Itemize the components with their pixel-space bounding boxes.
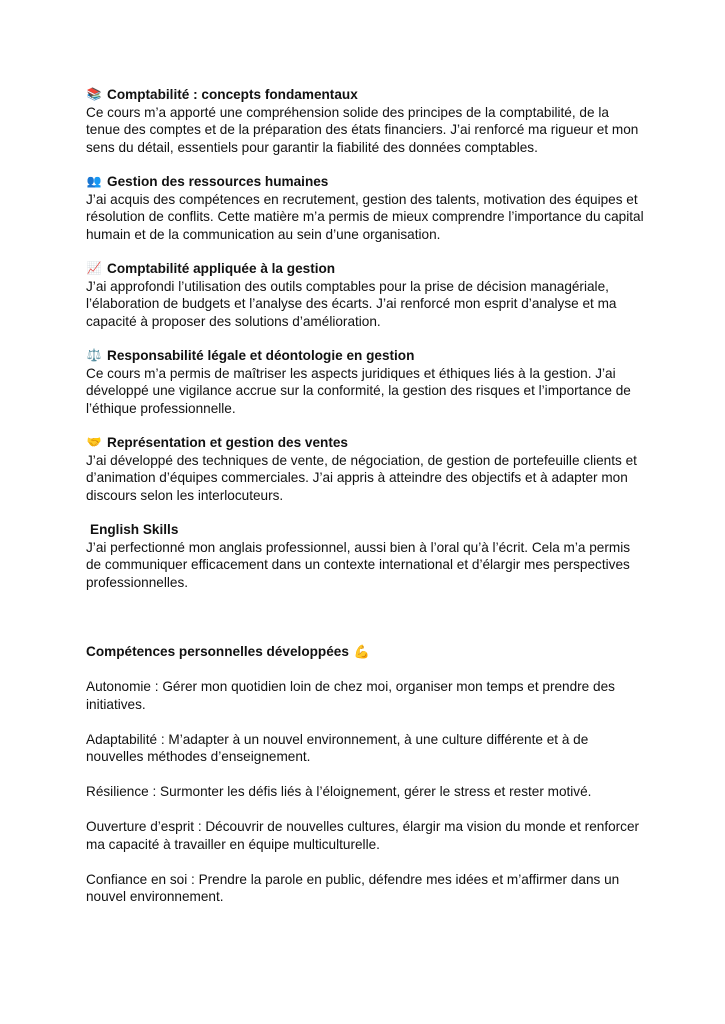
course-block-human-resources [86, 173, 646, 243]
skill-item-resilience: Résilience : Surmonter les défis liés à l’éloignement, gérer le stress et rester motivé. [86, 784, 592, 799]
course-description: J’ai approfondi l’utilisation des outils comptables pour la prise de décision managériale, l’élaboration de budgets et l’analyse des écarts. J’ai renforcé mon esprit d’analyse et ma capacité à proposer des solutions d’amélioration. [86, 278, 617, 329]
books-icon: 📚 [86, 87, 102, 101]
course-description: J’ai acquis des compétences en recrutement, gestion des talents, motivation des équipes et résolution de conflits. Cette matière m’a permis de mieux comprendre l’importance du capital humain et de la communication au sein d’une organisation. [86, 191, 644, 242]
skills-heading-text: Compétences personnelles développées [86, 644, 349, 659]
course-title [86, 521, 646, 539]
people-icon: 👥 [86, 174, 102, 188]
muscle-icon: 💪 [353, 644, 371, 659]
skill-item-autonomy: Autonomie : Gérer mon quotidien loin de chez moi, organiser mon temps et prendre des initiatives. [86, 679, 615, 712]
course-block-sales-management [86, 434, 646, 504]
course-block-english-skills [86, 521, 646, 591]
course-title [86, 347, 646, 365]
course-title-text: Comptabilité : concepts fondamentaux [107, 87, 358, 102]
section-spacer [86, 608, 646, 643]
course-description: Ce cours m’a permis de maîtriser les aspects juridiques et éthiques liés à la gestion. J’ai développé une vigilance accrue sur la conformité, la gestion des risques et l’importance de l’éthique professionnelle. [86, 365, 631, 416]
course-title-text: Comptabilité appliquée à la gestion [107, 261, 336, 276]
course-title [86, 173, 646, 191]
course-description: Ce cours m’a apporté une compréhension solide des principes de la comptabilité, de la tenue des comptes et de la préparation des états financiers. J’ai renforcé ma rigueur et mon sens du détail, essentiels pour garantir la fiabilité des données comptables. [86, 104, 639, 155]
course-block-accounting-fundamentals [86, 86, 646, 156]
skill-item-open-mindedness: Ouverture d’esprit : Découvrir de nouvelles cultures, élargir ma vision du monde et renforcer ma capacité à travailler en équipe multiculturelle. [86, 819, 640, 852]
course-title [86, 86, 646, 104]
skill-item-self-confidence: Confiance en soi : Prendre la parole en public, défendre mes idées et m’affirmer dans un nouvel environnement. [86, 871, 620, 904]
course-title [86, 260, 646, 278]
handshake-icon: 🤝 [86, 435, 102, 449]
course-description: J’ai développé des techniques de vente, de négociation, de gestion de portefeuille clients et d’animation d’équipes commerciales. J’ai appris à atteindre des objectifs et à adapter mon discours selon les interlocuteurs. [86, 452, 637, 503]
document-page [86, 86, 646, 923]
scale-icon: ⚖️ [86, 348, 102, 362]
course-block-legal-responsibility [86, 347, 646, 417]
course-title-text: Représentation et gestion des ventes [107, 435, 348, 450]
chart-icon: 📈 [86, 261, 102, 275]
course-block-management-accounting [86, 260, 646, 330]
skills-section-heading [86, 643, 646, 661]
course-description: J’ai perfectionné mon anglais professionnel, aussi bien à l’oral qu’à l’écrit. Cela m’a permis de communiquer efficacement dans un contexte international et d’élargir mes perspectives professionnelles. [86, 539, 631, 590]
course-title [86, 434, 646, 452]
course-title-text: Gestion des ressources humaines [107, 174, 329, 189]
course-title-text: English Skills [90, 522, 179, 537]
course-title-text: Responsabilité légale et déontologie en gestion [107, 348, 415, 363]
skill-item-adaptability: Adaptabilité : M’adapter à un nouvel environnement, à une culture différente et à de nouvelles méthodes d’enseignement. [86, 731, 589, 764]
